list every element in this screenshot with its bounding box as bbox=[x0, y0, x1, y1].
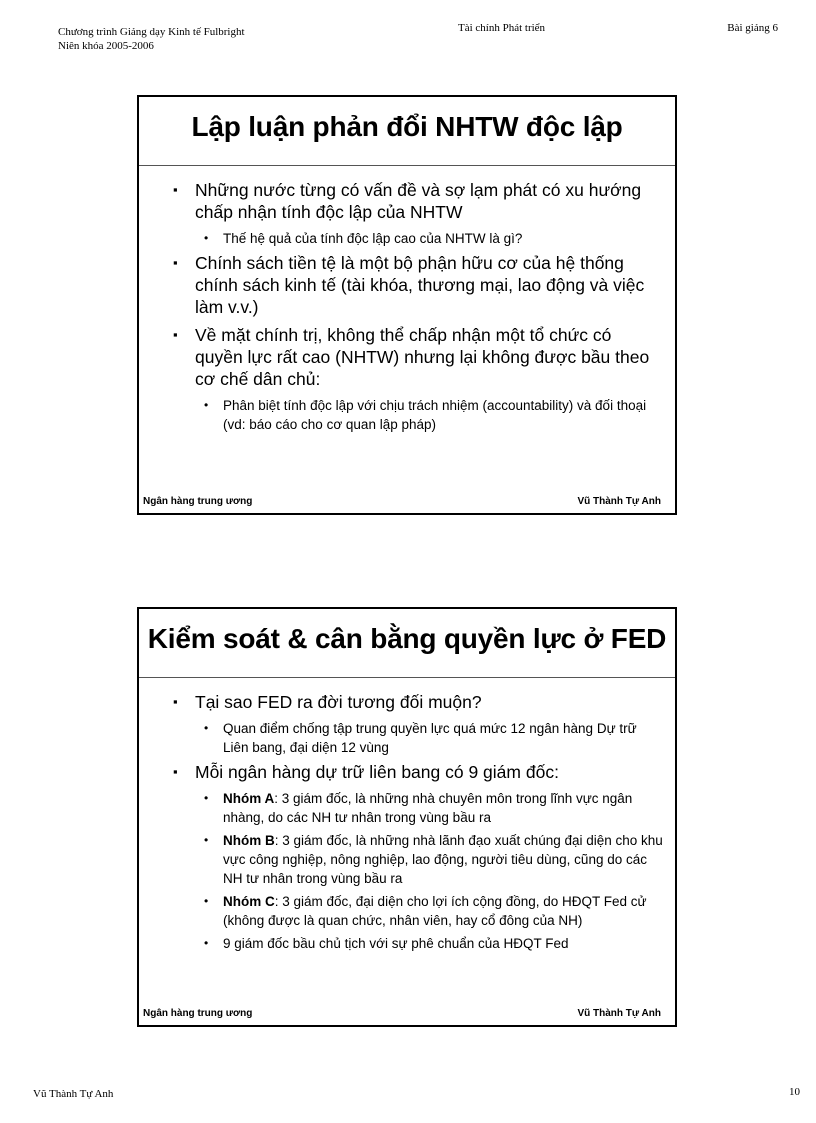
slide-1-divider bbox=[139, 165, 675, 166]
sub-bullet bbox=[171, 789, 663, 827]
group-a-text: : 3 giám đốc, là những nhà chuyên môn trong lĩnh vực ngân nhàng, do các NH tư nhân trong vùng bầu ra bbox=[223, 791, 633, 825]
slide-2-body bbox=[171, 691, 663, 957]
page-footer-author: Vũ Thành Tự Anh bbox=[33, 1088, 114, 1100]
sub-bullet bbox=[171, 396, 663, 434]
bullet bbox=[171, 179, 663, 223]
slide-1-footer-topic: Ngân hàng trung ương bbox=[143, 496, 253, 507]
group-b-label: Nhóm B bbox=[223, 833, 275, 848]
bullet bbox=[171, 324, 663, 390]
slide-2-footer-topic: Ngân hàng trung ương bbox=[143, 1008, 253, 1019]
sub-bullet bbox=[171, 229, 663, 248]
sub-bullet bbox=[171, 934, 663, 953]
square-bullet-icon: ▪ bbox=[173, 327, 178, 342]
page-number: 10 bbox=[789, 1086, 800, 1098]
dot-bullet-icon: • bbox=[204, 721, 209, 735]
bullet-text: Về mặt chính trị, không thể chấp nhận một tổ chức có quyền lực rất cao (NHTW) nhưng lại không được bầu theo cơ chế dân chủ: bbox=[195, 325, 650, 389]
bullet-text: Chính sách tiền tệ là một bộ phận hữu cơ của hệ thống chính sách kinh tế (tài khóa, thương mại, lao động và việc làm v.v.) bbox=[195, 253, 645, 317]
square-bullet-icon: ▪ bbox=[173, 255, 178, 270]
academic-year: Niên khóa 2005-2006 bbox=[58, 40, 154, 52]
bullet-text: Tại sao FED ra đời tương đối muộn? bbox=[195, 692, 482, 712]
bullet bbox=[171, 252, 663, 318]
page-header-course bbox=[58, 25, 245, 53]
dot-bullet-icon: • bbox=[204, 894, 209, 908]
group-c-label: Nhóm C bbox=[223, 894, 275, 909]
sub-bullet-text: Quan điểm chống tập trung quyền lực quá mức 12 ngân hàng Dự trữ Liên bang, đại diện 12 vùng bbox=[223, 721, 637, 755]
group-b-text: : 3 giám đốc, là những nhà lãnh đạo xuất chúng đại diện cho khu vực công nghiệp, nông nghiệp, lao động, người tiêu dùng, cũng do các NH tư nhân trong vùng bầu ra bbox=[223, 833, 663, 886]
dot-bullet-icon: • bbox=[204, 833, 209, 847]
group-a-label: Nhóm A bbox=[223, 791, 275, 806]
slide-1-footer-author: Vũ Thành Tự Anh bbox=[577, 496, 661, 507]
slide-2-divider bbox=[139, 677, 675, 678]
slide-1-title: Lập luận phản đổi NHTW độc lập bbox=[191, 111, 623, 142]
sub-bullet bbox=[171, 831, 663, 888]
slide-2-title: Kiểm soát & cân bằng quyền lực ở FED bbox=[147, 623, 667, 654]
sub-bullet-text: 9 giám đốc bầu chủ tịch với sự phê chuẩn của HĐQT Fed bbox=[223, 936, 569, 951]
square-bullet-icon: ▪ bbox=[173, 764, 178, 779]
sub-bullet-text: Phân biệt tính độc lập với chịu trách nhiệm (accountability) và đối thoại (vd: báo cáo cho cơ quan lập pháp) bbox=[223, 398, 647, 432]
dot-bullet-icon: • bbox=[204, 398, 209, 412]
dot-bullet-icon: • bbox=[204, 231, 209, 245]
square-bullet-icon: ▪ bbox=[173, 694, 178, 709]
dot-bullet-icon: • bbox=[204, 791, 209, 805]
slide-2 bbox=[137, 607, 677, 1027]
sub-bullet bbox=[171, 892, 663, 930]
sub-bullet-text: Thế hệ quả của tính độc lập cao của NHTW là gì? bbox=[223, 231, 523, 246]
square-bullet-icon: ▪ bbox=[173, 182, 178, 197]
page-header-subject: Tài chính Phát triển bbox=[458, 22, 546, 34]
page-header-lecture: Bài giảng 6 bbox=[727, 22, 778, 34]
group-c-text: : 3 giám đốc, đại diện cho lợi ích cộng đồng, do HĐQT Fed cử (không được là quan chức, nhân viên, hay cổ đông của NH) bbox=[223, 894, 647, 928]
bullet-text: Những nước từng có vấn đề và sợ lạm phát có xu hướng chấp nhận tính độc lập của NHTW bbox=[195, 180, 642, 222]
bullet bbox=[171, 761, 663, 783]
slide-1-body bbox=[171, 179, 663, 438]
sub-bullet bbox=[171, 719, 663, 757]
bullet bbox=[171, 691, 663, 713]
slide-2-footer-author: Vũ Thành Tự Anh bbox=[577, 1008, 661, 1019]
slide-1 bbox=[137, 95, 677, 515]
course-name: Chương trình Giảng dạy Kinh tế Fulbright bbox=[58, 26, 245, 38]
dot-bullet-icon: • bbox=[204, 936, 209, 950]
bullet-text: Mỗi ngân hàng dự trữ liên bang có 9 giám đốc: bbox=[195, 762, 559, 782]
